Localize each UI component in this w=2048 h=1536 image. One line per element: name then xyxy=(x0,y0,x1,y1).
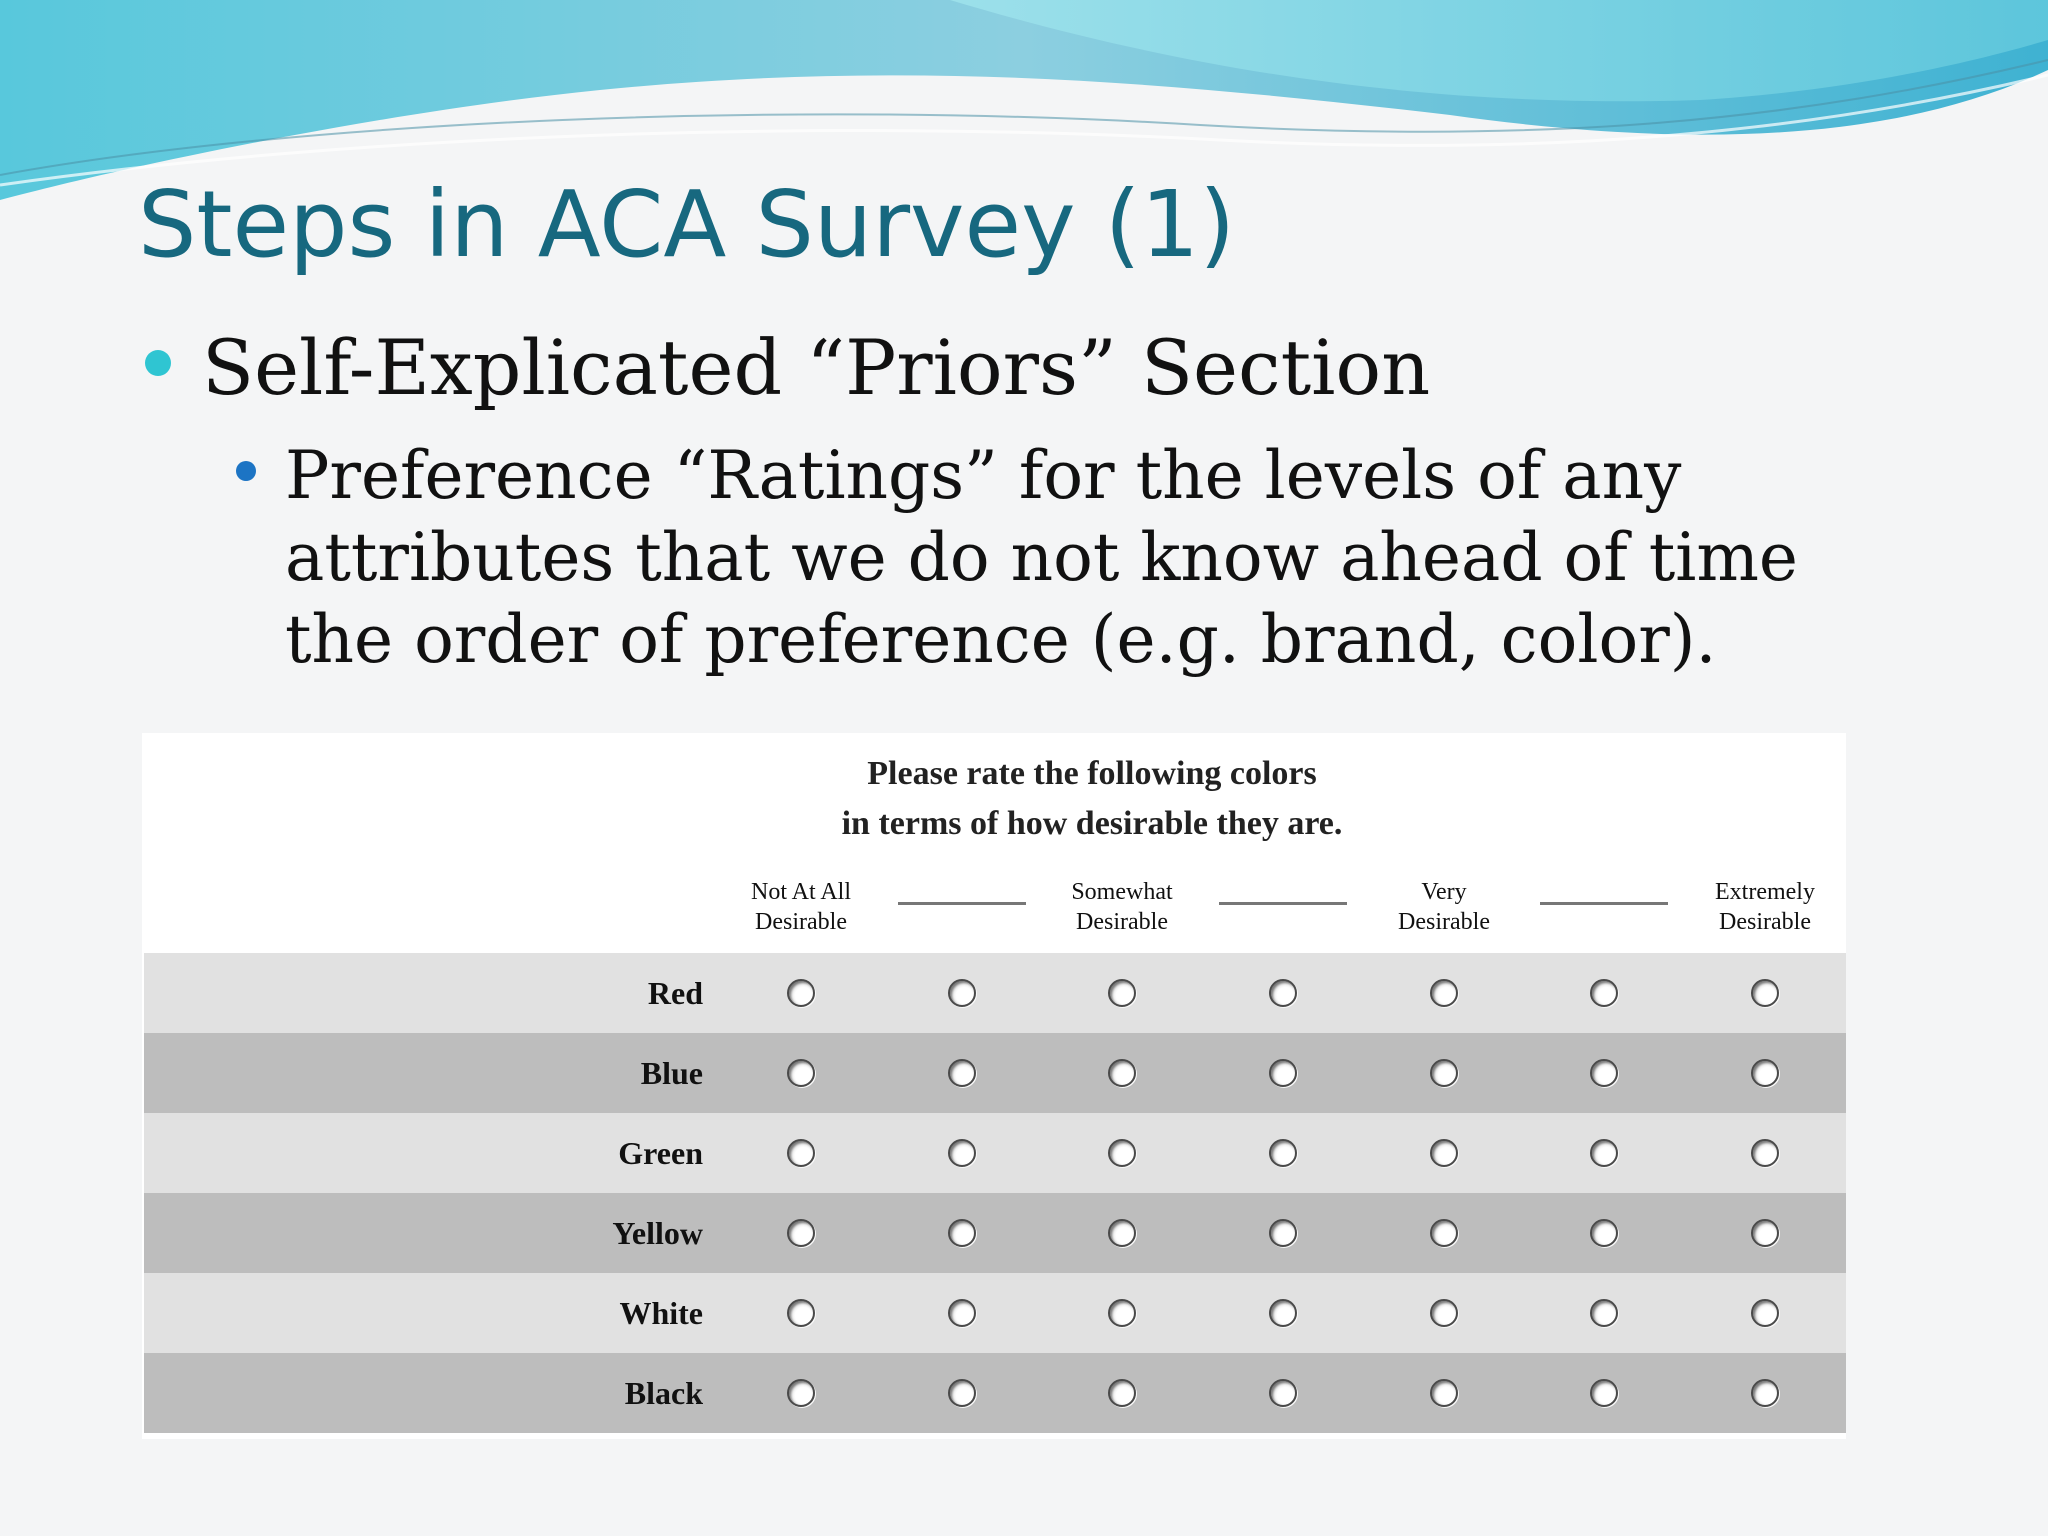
radio-green-5[interactable] xyxy=(1430,1139,1458,1167)
scale-label-line-2: Desirable xyxy=(755,909,847,935)
radio-white-4[interactable] xyxy=(1269,1299,1297,1327)
radio-white-2[interactable] xyxy=(948,1299,976,1327)
scale-separator-line xyxy=(898,902,1026,905)
radio-blue-2[interactable] xyxy=(948,1059,976,1087)
radio-white-3[interactable] xyxy=(1108,1299,1136,1327)
radio-red-4[interactable] xyxy=(1269,979,1297,1007)
scale-separator-line xyxy=(1540,902,1668,905)
sub-bullet-dot-icon xyxy=(236,461,256,481)
rating-row-label: White xyxy=(619,1295,703,1331)
radio-red-3[interactable] xyxy=(1108,979,1136,1007)
radio-yellow-1[interactable] xyxy=(787,1219,815,1247)
radio-blue-6[interactable] xyxy=(1590,1059,1618,1087)
rating-row-label: Red xyxy=(647,975,703,1011)
survey-prompt-line-1: Please rate the following colors xyxy=(867,755,1317,792)
radio-green-6[interactable] xyxy=(1590,1139,1618,1167)
radio-red-7[interactable] xyxy=(1751,979,1779,1007)
radio-red-1[interactable] xyxy=(787,979,815,1007)
radio-red-5[interactable] xyxy=(1430,979,1458,1007)
radio-yellow-7[interactable] xyxy=(1751,1219,1779,1247)
rating-row-white xyxy=(144,1273,1846,1353)
radio-green-2[interactable] xyxy=(948,1139,976,1167)
scale-label-line-1: Somewhat xyxy=(1071,879,1173,905)
radio-yellow-5[interactable] xyxy=(1430,1219,1458,1247)
radio-black-2[interactable] xyxy=(948,1379,976,1407)
radio-black-5[interactable] xyxy=(1430,1379,1458,1407)
radio-blue-1[interactable] xyxy=(787,1059,815,1087)
radio-green-1[interactable] xyxy=(787,1139,815,1167)
radio-red-2[interactable] xyxy=(948,979,976,1007)
sub-bullet-text: Preference “Ratings” for the levels of any attributes that we do not know ahead of time the order of preference (e.g. brand, color). xyxy=(285,437,1798,678)
rating-row-black xyxy=(144,1353,1846,1433)
radio-black-4[interactable] xyxy=(1269,1379,1297,1407)
radio-black-6[interactable] xyxy=(1590,1379,1618,1407)
radio-white-6[interactable] xyxy=(1590,1299,1618,1327)
rating-row-red xyxy=(144,953,1846,1033)
radio-black-3[interactable] xyxy=(1108,1379,1136,1407)
survey-prompt xyxy=(642,749,1542,849)
radio-yellow-3[interactable] xyxy=(1108,1219,1136,1247)
rating-row-blue xyxy=(144,1033,1846,1113)
survey-prompt-line-2: in terms of how desirable they are. xyxy=(841,805,1343,842)
radio-black-1[interactable] xyxy=(787,1379,815,1407)
rating-row-label: Black xyxy=(624,1375,703,1411)
scale-label-line-2: Desirable xyxy=(1398,909,1490,935)
scale-label-line-1: Very xyxy=(1421,879,1467,905)
scale-label-6 xyxy=(1695,877,1835,937)
scale-label-2 xyxy=(1052,877,1192,937)
radio-blue-5[interactable] xyxy=(1430,1059,1458,1087)
scale-label-4 xyxy=(1374,877,1514,937)
radio-white-1[interactable] xyxy=(787,1299,815,1327)
rating-row-green xyxy=(144,1113,1846,1193)
rating-row-label: Blue xyxy=(640,1055,703,1091)
radio-green-4[interactable] xyxy=(1269,1139,1297,1167)
radio-blue-3[interactable] xyxy=(1108,1059,1136,1087)
radio-black-7[interactable] xyxy=(1751,1379,1779,1407)
radio-yellow-2[interactable] xyxy=(948,1219,976,1247)
radio-blue-7[interactable] xyxy=(1751,1059,1779,1087)
color-rating-survey xyxy=(142,733,1846,1439)
slide-title: Steps in ACA Survey (1) xyxy=(138,171,1236,278)
scale-label-line-1: Extremely xyxy=(1715,879,1815,905)
bullet-text: Self-Explicated “Priors” Section xyxy=(202,323,1431,412)
radio-green-7[interactable] xyxy=(1751,1139,1779,1167)
radio-white-5[interactable] xyxy=(1430,1299,1458,1327)
radio-yellow-4[interactable] xyxy=(1269,1219,1297,1247)
scale-label-line-1: Not At All xyxy=(750,879,852,905)
scale-label-0 xyxy=(731,877,871,937)
bullet-dot-icon xyxy=(145,350,171,376)
radio-red-6[interactable] xyxy=(1590,979,1618,1007)
scale-label-line-2: Desirable xyxy=(1076,909,1168,935)
radio-blue-4[interactable] xyxy=(1269,1059,1297,1087)
scale-separator-line xyxy=(1219,902,1347,905)
rating-row-label: Green xyxy=(618,1135,703,1171)
rating-row-label: Yellow xyxy=(612,1215,703,1251)
scale-label-line-2: Desirable xyxy=(1719,909,1811,935)
radio-yellow-6[interactable] xyxy=(1590,1219,1618,1247)
radio-green-3[interactable] xyxy=(1108,1139,1136,1167)
radio-white-7[interactable] xyxy=(1751,1299,1779,1327)
rating-row-yellow xyxy=(144,1193,1846,1273)
